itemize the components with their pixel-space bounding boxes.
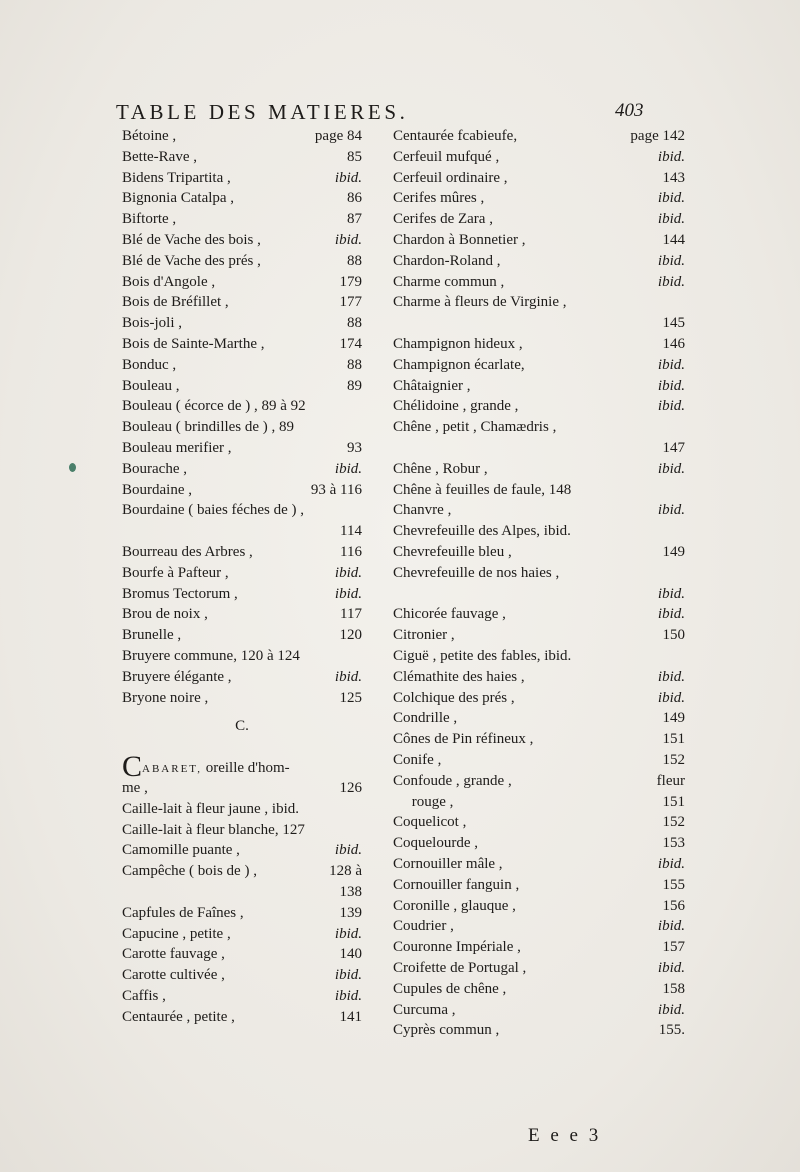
entry-term: Citronier , xyxy=(393,627,455,644)
entry-page-ref: ibid. xyxy=(657,668,685,685)
entry-term: Cerifes de Zara , xyxy=(393,211,493,228)
entry-page-ref: ibid. xyxy=(334,585,362,602)
index-entry xyxy=(122,584,362,604)
entry-page-ref: 147 xyxy=(662,440,685,456)
entry-page-ref: ibid. xyxy=(657,689,685,706)
index-entry xyxy=(122,396,362,416)
entry-page-ref: 88 xyxy=(347,356,362,373)
entry-term: Bouleau ( brindilles de ) , 89 xyxy=(122,419,295,436)
index-entry xyxy=(122,209,362,229)
entry-page-ref: 174 xyxy=(339,336,362,352)
index-entry xyxy=(393,646,685,666)
entry-page-ref: ibid. xyxy=(657,252,685,269)
index-entry xyxy=(122,292,362,312)
entry-page-ref: ibid. xyxy=(657,273,685,290)
index-entry xyxy=(122,376,362,396)
entry-term: Caille-lait à fleur blanche, 127 xyxy=(122,821,305,838)
entry-page-ref: fleur xyxy=(656,772,685,789)
entry-term: Chicorée fauvage , xyxy=(393,606,506,623)
entry-term: Chêne , petit , Chamædris , xyxy=(393,419,557,436)
index-entry xyxy=(393,896,685,916)
entry-term: Cerfeuil ordinaire , xyxy=(393,169,508,186)
index-entry xyxy=(122,667,362,687)
entry-term: Bourache , xyxy=(122,460,187,477)
index-entry xyxy=(393,542,685,562)
entry-term: Biftorte , xyxy=(122,211,177,228)
entry-term: Cupules de chêne , xyxy=(393,980,507,997)
entry-term: Bois de Sainte-Marthe , xyxy=(122,336,265,352)
entry-term: Cônes de Pin réfineux , xyxy=(393,731,534,748)
index-entry xyxy=(122,188,362,208)
entry-page-ref: 158 xyxy=(662,980,685,997)
entry-term: Bois de Bréfillet , xyxy=(122,294,229,311)
entry-term: Caffis , xyxy=(122,988,166,1004)
entry-term: Bourdaine ( baies féches de ) , xyxy=(122,502,305,519)
header-title: TABLE DES MATIERES. xyxy=(116,100,409,124)
entry-term: Brunelle , xyxy=(122,627,182,644)
entry-page-ref: ibid. xyxy=(334,169,362,186)
index-entry xyxy=(393,313,685,333)
entry-term: Carotte cultivée , xyxy=(122,967,225,984)
entry-page-ref: ibid. xyxy=(334,967,362,984)
entry-page-ref: 88 xyxy=(347,252,362,269)
entry-page-ref: ibid. xyxy=(657,606,685,623)
entry-term: Chêne à feuilles de faule, 148 xyxy=(393,481,572,498)
entry-term: Centaurée , petite , xyxy=(122,1008,235,1025)
entry-page-ref: ibid. xyxy=(657,585,685,602)
entry-page-ref: 144 xyxy=(662,232,685,248)
index-entry xyxy=(122,355,362,375)
index-entry xyxy=(122,438,362,458)
entry-term: Bruyere élégante , xyxy=(122,668,232,685)
index-entry xyxy=(122,521,362,541)
entry-page-ref: 153 xyxy=(662,835,685,852)
entry-term: Capfules de Faînes , xyxy=(122,904,244,921)
entry-page-ref: 87 xyxy=(347,211,362,228)
index-entry xyxy=(122,417,362,437)
index-entry xyxy=(393,854,685,874)
entry-term: Bourfe à Pafteur , xyxy=(122,564,229,581)
index-entry xyxy=(122,251,362,271)
entry-page-ref: 151 xyxy=(662,731,685,748)
entry-term: Bourreau des Arbres , xyxy=(122,544,253,560)
entry-page-ref: ibid. xyxy=(657,856,685,872)
index-entry xyxy=(122,168,362,188)
index-entry xyxy=(122,563,362,583)
entry-term: Bouleau , xyxy=(122,377,180,394)
index-entry xyxy=(122,313,362,333)
entry-page-ref: ibid. xyxy=(334,925,362,942)
entry-page-ref: 125 xyxy=(339,689,362,706)
entry-term: Campêche ( bois de ) , xyxy=(122,863,257,880)
entry-page-ref: ibid. xyxy=(334,668,362,685)
entry-term: Bois-joli , xyxy=(122,315,183,332)
entry-page-ref: ibid. xyxy=(657,960,685,976)
index-entry xyxy=(393,604,685,624)
drop-cap: C xyxy=(122,750,143,784)
entry-page-ref: 140 xyxy=(339,946,362,963)
entry-term: Chevrefeuille des Alpes, ibid. xyxy=(393,523,571,540)
index-entry xyxy=(122,147,362,167)
running-header xyxy=(0,100,800,124)
index-entry xyxy=(122,230,362,250)
entry-page-ref: 120 xyxy=(339,627,362,644)
index-entry xyxy=(122,688,362,708)
entry-term: Charme à fleurs de Virginie , xyxy=(393,294,567,311)
index-entry xyxy=(393,750,685,770)
index-entry-cabaret xyxy=(122,750,362,784)
index-entry xyxy=(393,376,685,396)
entry-page-ref: ibid. xyxy=(657,190,685,207)
entry-page-ref: 151 xyxy=(662,793,685,810)
entry-term: Bidens Tripartita , xyxy=(122,169,231,186)
index-entry xyxy=(393,1020,685,1040)
index-entry xyxy=(393,480,685,500)
entry-page-ref: 138 xyxy=(339,884,362,900)
index-entry xyxy=(393,792,685,812)
index-entry xyxy=(122,126,362,146)
index-entry xyxy=(393,251,685,271)
index-entry xyxy=(122,924,362,944)
index-entry xyxy=(393,729,685,749)
index-entry xyxy=(393,812,685,832)
index-entry xyxy=(393,168,685,188)
index-entry xyxy=(122,272,362,292)
index-entry xyxy=(393,500,685,520)
entry-page-ref: 146 xyxy=(662,336,685,352)
entry-term: Champignon écarlate, xyxy=(393,356,525,373)
page-number: 403 xyxy=(615,100,644,121)
entry-term: Coquelicot , xyxy=(393,814,467,831)
index-entry xyxy=(122,459,362,479)
index-entry xyxy=(393,521,685,541)
index-entry xyxy=(122,1007,362,1027)
entry-term: Bruyere commune, 120 à 124 xyxy=(122,648,300,664)
index-entry xyxy=(122,799,362,819)
entry-term: Cyprès commun , xyxy=(393,1022,500,1039)
entry-page-ref: 152 xyxy=(662,814,685,831)
small-caps-term: ABARET, xyxy=(142,763,202,776)
entry-page-ref: ibid. xyxy=(334,460,362,477)
entry-term: Curcuma , xyxy=(393,1001,456,1018)
entry-page-ref: 157 xyxy=(662,939,685,956)
entry-page-ref: 150 xyxy=(662,627,685,644)
index-entry xyxy=(393,417,685,437)
index-entry xyxy=(122,500,362,520)
entry-term: Bourdaine , xyxy=(122,481,192,498)
index-entry xyxy=(393,584,685,604)
entry-term: Bromus Tectorum , xyxy=(122,585,238,602)
entry-term: Caille-lait à fleur jaune , ibid. xyxy=(122,800,300,817)
index-entry xyxy=(393,459,685,479)
entry-page-ref: 86 xyxy=(347,190,362,207)
entry-term: Bryone noire , xyxy=(122,689,209,706)
entry-page-ref: ibid. xyxy=(657,1001,685,1018)
entry-page-ref: ibid. xyxy=(334,232,362,248)
index-entry xyxy=(122,646,362,666)
index-entry xyxy=(393,916,685,936)
index-entry xyxy=(122,604,362,624)
entry-term: Capucine , petite , xyxy=(122,925,231,942)
entry-page-ref: 149 xyxy=(662,544,685,560)
entry-page-ref: ibid. xyxy=(657,377,685,394)
index-entry xyxy=(393,1000,685,1020)
entry-page-ref: 139 xyxy=(339,904,362,921)
entry-page-ref: 116 xyxy=(340,544,362,560)
catchword: E e e 3 xyxy=(528,1125,602,1146)
entry-page-ref: 149 xyxy=(662,710,685,727)
entry-page-ref: ibid. xyxy=(657,398,685,415)
index-entry xyxy=(393,771,685,791)
index-entry xyxy=(393,937,685,957)
entry-term: Cornouiller fanguin , xyxy=(393,876,520,893)
entry-page-ref: ibid. xyxy=(334,564,362,581)
index-entry xyxy=(393,355,685,375)
entry-term: Cerifes mûres , xyxy=(393,190,485,207)
entry-term: Chardon à Bonnetier , xyxy=(393,232,526,248)
index-entry xyxy=(122,542,362,562)
entry-page-ref: ibid. xyxy=(657,918,685,935)
entry-page-ref: ibid. xyxy=(657,211,685,228)
entry-term: Bignonia Catalpa , xyxy=(122,190,235,207)
index-entry xyxy=(122,903,362,923)
entry-term: Bonduc , xyxy=(122,356,177,373)
entry-term: Confoude , grande , xyxy=(393,772,512,789)
entry-term: Blé de Vache des bois , xyxy=(122,232,261,248)
entry-term: Ciguë , petite des fables, ibid. xyxy=(393,648,572,664)
index-entry xyxy=(393,625,685,645)
entry-term: Bette-Rave , xyxy=(122,148,197,165)
index-entry xyxy=(122,944,362,964)
index-entry xyxy=(122,778,362,798)
entry-term: Condrille , xyxy=(393,710,458,727)
entry-term: Croifette de Portugal , xyxy=(393,960,527,976)
entry-page-ref: ibid. xyxy=(334,842,362,859)
entry-term: Chardon-Roland , xyxy=(393,252,501,269)
entry-term: Bois d'Angole , xyxy=(122,273,216,290)
entry-term: Champignon hideux , xyxy=(393,336,523,352)
index-entry xyxy=(393,230,685,250)
entry-page-ref: 89 xyxy=(347,377,362,394)
entry-term: Conife , xyxy=(393,752,442,768)
entry-page-ref: 126 xyxy=(339,780,362,796)
index-entry xyxy=(122,965,362,985)
entry-term: Camomille puante , xyxy=(122,842,240,859)
index-entry xyxy=(393,667,685,687)
entry-page-ref: 128 à xyxy=(329,863,362,880)
entry-term: Bouleau merifier , xyxy=(122,440,232,456)
entry-page-ref: 141 xyxy=(339,1008,362,1025)
entry-term: Coronille , glauque , xyxy=(393,897,516,914)
entry-page-ref: 155. xyxy=(658,1022,685,1039)
entry-page-ref: page 84 xyxy=(314,128,362,144)
entry-term: me , xyxy=(122,780,148,796)
index-entry xyxy=(393,188,685,208)
entry-term: Chevrefeuille bleu , xyxy=(393,544,512,560)
entry-page-ref: 143 xyxy=(662,169,685,186)
index-entry xyxy=(122,986,362,1006)
entry-page-ref: ibid. xyxy=(657,502,685,519)
entry-page-ref: ibid. xyxy=(657,148,685,165)
index-entry xyxy=(122,882,362,902)
entry-page-ref: 93 à 116 xyxy=(310,481,362,498)
entry-page-ref: 155 xyxy=(662,876,685,893)
entry-term: Coudrier , xyxy=(393,918,454,935)
entry-term: Charme commun , xyxy=(393,273,505,290)
entry-page-ref: 156 xyxy=(662,897,685,914)
entry-term: Bétoine , xyxy=(122,128,177,144)
index-entry xyxy=(393,875,685,895)
index-entry xyxy=(393,833,685,853)
entry-page-ref: 152 xyxy=(662,752,685,768)
ink-speck xyxy=(69,463,76,472)
entry-page-ref: 177 xyxy=(339,294,362,311)
index-entry xyxy=(393,396,685,416)
index-entry xyxy=(122,840,362,860)
entry-page-ref: page 142 xyxy=(630,128,685,144)
entry-page-ref: ibid. xyxy=(657,460,685,477)
index-entry xyxy=(122,480,362,500)
index-entry xyxy=(393,292,685,312)
index-entry xyxy=(393,958,685,978)
entry-term: Couronne Impériale , xyxy=(393,939,521,956)
entry-term: Chêne , Robur , xyxy=(393,460,488,477)
entry-page-ref: 114 xyxy=(340,523,362,540)
entry-term: Bouleau ( écorce de ) , 89 à 92 xyxy=(122,398,306,415)
index-entry xyxy=(122,861,362,881)
entry-page-ref: ibid. xyxy=(657,356,685,373)
index-entry xyxy=(393,126,685,146)
section-letter: C. xyxy=(235,718,249,735)
entry-term: Brou de noix , xyxy=(122,606,208,623)
entry-term: Châtaignier , xyxy=(393,377,471,394)
entry-term: Cornouiller mâle , xyxy=(393,856,503,872)
entry-page-ref: 93 xyxy=(347,440,362,456)
index-entry xyxy=(393,147,685,167)
index-entry xyxy=(393,438,685,458)
entry-page-ref: 179 xyxy=(339,273,362,290)
entry-term: Chélidoine , grande , xyxy=(393,398,519,415)
index-entry xyxy=(393,272,685,292)
entry-page-ref: 117 xyxy=(340,606,362,623)
entry-page-ref: ibid. xyxy=(334,988,362,1004)
index-entry xyxy=(393,334,685,354)
entry-term: Colchique des prés , xyxy=(393,689,515,706)
entry-page-ref: 145 xyxy=(662,315,685,332)
index-entry xyxy=(393,979,685,999)
entry-term: oreille d'hom- xyxy=(201,760,290,777)
index-entry xyxy=(393,688,685,708)
index-entry xyxy=(393,209,685,229)
index-entry xyxy=(122,334,362,354)
index-entry xyxy=(122,625,362,645)
entry-term: Clémathite des haies , xyxy=(393,668,525,685)
index-entry xyxy=(393,563,685,583)
entry-page-ref: 85 xyxy=(347,148,362,165)
entry-page-ref: 88 xyxy=(347,315,362,332)
entry-term: Chanvre , xyxy=(393,502,452,519)
entry-term: Cerfeuil mufqué , xyxy=(393,148,500,165)
entry-term: Centaurée fcabieufe, xyxy=(393,128,518,144)
entry-term: Blé de Vache des prés , xyxy=(122,252,261,269)
index-entry xyxy=(393,708,685,728)
entry-term: Carotte fauvage , xyxy=(122,946,225,963)
index-entry xyxy=(122,820,362,840)
entry-term: Coquelourde , xyxy=(393,835,478,852)
entry-term: rouge , xyxy=(393,793,454,810)
entry-term: Chevrefeuille de nos haies , xyxy=(393,564,560,581)
